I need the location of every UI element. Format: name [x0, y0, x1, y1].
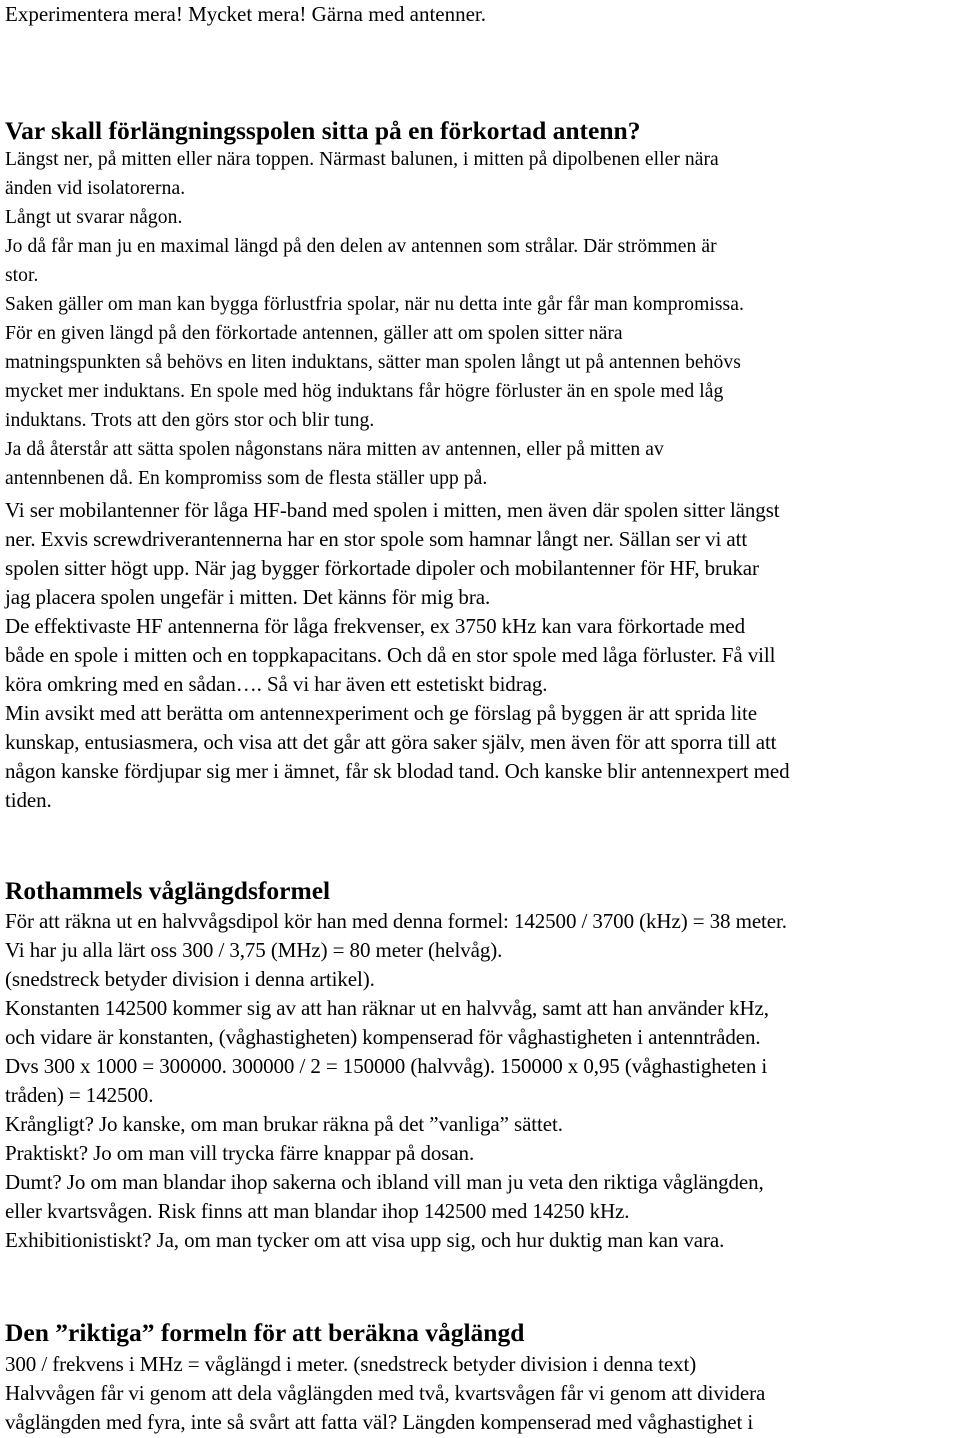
paragraph-line: Jo då får man ju en maximal längd på den delen av antennen som strålar. Där strömmen är [5, 236, 717, 257]
section-heading-coil-position: Var skall förlängningsspolen sitta på en förkortad antenn? [5, 116, 641, 145]
paragraph-line: någon kanske fördjupar sig mer i ämnet, får sk blodad tand. Och kanske blir antennexpert med [5, 759, 790, 783]
paragraph-line: Vi har ju alla lärt oss 300 / 3,75 (MHz) = 80 meter (helvåg). [5, 938, 503, 962]
paragraph-line: jag placera spolen ungefär i mitten. Det känns för mig bra. [5, 585, 491, 609]
paragraph-line: antennbenen då. En kompromiss som de flesta ställer upp på. [5, 468, 488, 489]
paragraph-line: ner. Exvis screwdriverantennerna har en stor spole som hamnar långt ner. Sällan ser vi att [5, 527, 748, 551]
paragraph-line: Min avsikt med att berätta om antennexperiment och ge förslag på byggen är att sprida lite [5, 701, 758, 725]
paragraph-line: tråden) = 142500. [5, 1083, 154, 1107]
paragraph-line: matningspunkten så behövs en liten induktans, sätter man spolen långt ut på antennen behövs [5, 352, 741, 373]
paragraph-line: mycket mer induktans. En spole med hög induktans får högre förluster än en spole med låg [5, 381, 724, 402]
paragraph-line: Långt ut svarar någon. [5, 207, 183, 228]
paragraph-line: och vidare är konstanten, (våghastigheten) kompenserad för våghastigheten i antenntråden. [5, 1025, 761, 1049]
paragraph-line: Halvvågen får vi genom att dela våglängden med två, kvartsvågen får vi genom att dividera [5, 1381, 766, 1405]
paragraph-line: För att räkna ut en halvvågsdipol kör han med denna formel: 142500 / 3700 (kHz) = 38 meter. [5, 909, 787, 933]
paragraph-line: Exhibitionistiskt? Ja, om man tycker om att visa upp sig, och hur duktig man kan vara. [5, 1228, 725, 1252]
paragraph-line: 300 / frekvens i MHz = våglängd i meter. (snedstreck betyder division i denna text) [5, 1352, 697, 1376]
paragraph-line: De effektivaste HF antennerna för låga frekvenser, ex 3750 kHz kan vara förkortade med [5, 614, 746, 638]
paragraph-line: Vi ser mobilantenner för låga HF-band med spolen i mitten, men även där spolen sitter längst [5, 498, 780, 522]
paragraph-line: Saken gäller om man kan bygga förlustfria spolar, när nu detta inte går får man kompromissa. [5, 294, 744, 315]
paragraph-line: tiden. [5, 788, 52, 812]
paragraph-line: kunskap, entusiasmera, och visa att det går att göra saker själv, men även för att sporra till att [5, 730, 777, 754]
paragraph-line: Dumt? Jo om man blandar ihop sakerna och ibland vill man ju veta den riktiga våglängden, [5, 1170, 764, 1194]
paragraph-line: För en given längd på den förkortade antennen, gäller att om spolen sitter nära [5, 323, 623, 344]
paragraph-line: köra omkring med en sådan…. Så vi har även ett estetiskt bidrag. [5, 672, 548, 696]
paragraph-line: (snedstreck betyder division i denna artikel). [5, 967, 375, 991]
section-heading-correct-formula: Den ”riktiga” formeln för att beräkna våglängd [5, 1318, 525, 1347]
intro-text: Experimentera mera! Mycket mera! Gärna med antenner. [5, 2, 487, 26]
paragraph-line: eller kvartsvågen. Risk finns att man blandar ihop 142500 med 14250 kHz. [5, 1199, 630, 1223]
paragraph-line: Dvs 300 x 1000 = 300000. 300000 / 2 = 150000 (halvvåg). 150000 x 0,95 (våghastigheten i [5, 1054, 768, 1078]
paragraph-line: stor. [5, 265, 39, 286]
paragraph-line: Praktiskt? Jo om man vill trycka färre knappar på dosan. [5, 1141, 475, 1165]
section-heading-rothammel-formula: Rothammels våglängdsformel [5, 876, 331, 905]
paragraph-line: induktans. Trots att den görs stor och blir tung. [5, 410, 375, 431]
paragraph-line: änden vid isolatorerna. [5, 178, 186, 199]
paragraph-line: våglängden med fyra, inte så svårt att fatta väl? Längden kompenserad med våghastighet i [5, 1410, 754, 1434]
paragraph-line: Krångligt? Jo kanske, om man brukar räkna på det ”vanliga” sättet. [5, 1112, 563, 1136]
paragraph-line: Ja då återstår att sätta spolen någonstans nära mitten av antennen, eller på mitten av [5, 439, 664, 460]
paragraph-line: Konstanten 142500 kommer sig av att han räknar ut en halvvåg, samt att han använder kHz, [5, 996, 769, 1020]
paragraph-line: spolen sitter högt upp. När jag bygger förkortade dipoler och mobilantenner för HF, brukar [5, 556, 759, 580]
paragraph-line: både en spole i mitten och en toppkapacitans. Och då en stor spole med låga förluster. Få vill [5, 643, 776, 667]
paragraph-line: Längst ner, på mitten eller nära toppen. Närmast balunen, i mitten på dipolbenen eller nära [5, 149, 719, 170]
